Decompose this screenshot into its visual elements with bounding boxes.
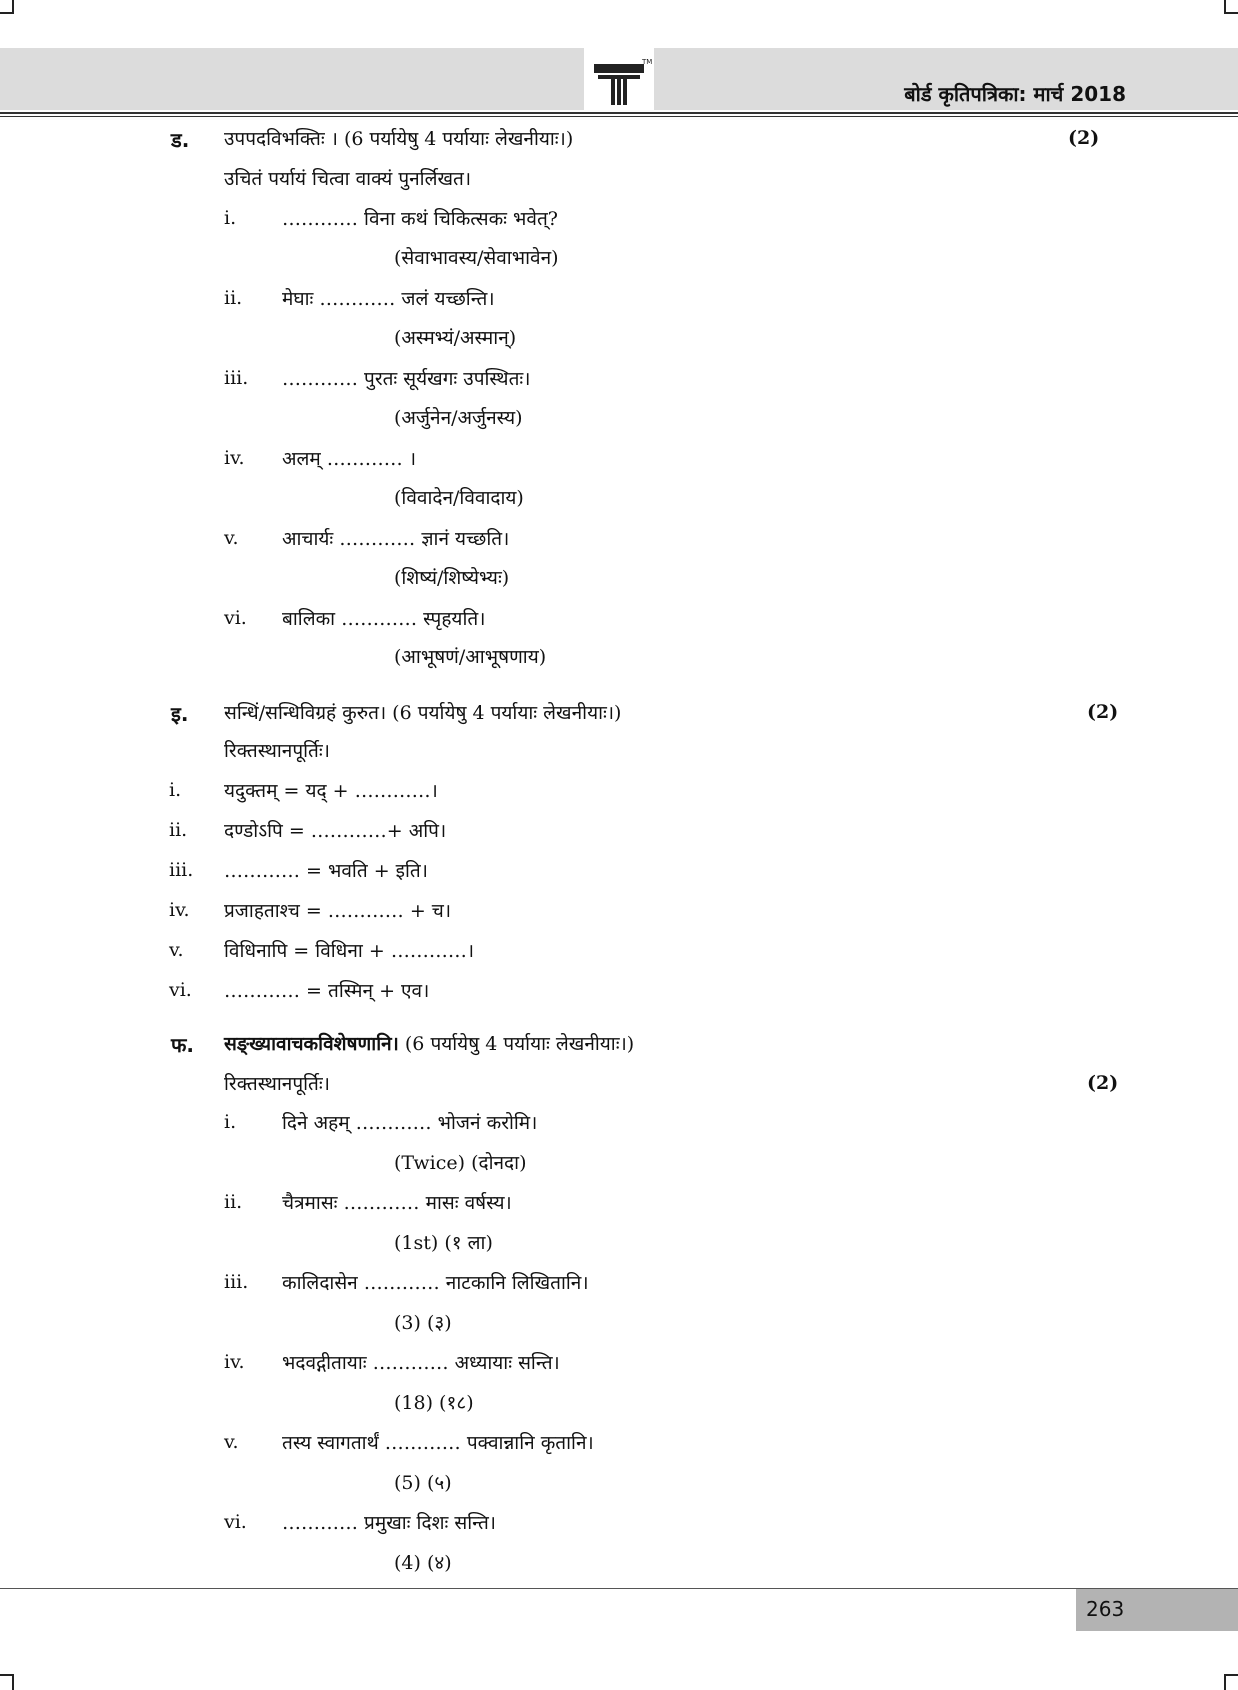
item-number: vi.	[169, 979, 192, 1001]
answer-options: (1st) (१ ला)	[394, 1232, 493, 1254]
question-text: बालिका ………… स्पृहयति।	[282, 608, 486, 630]
crop-mark-top-right	[1224, 0, 1238, 14]
answer-options: (5) (५)	[394, 1472, 452, 1494]
answer-options: (विवादेन/विवादाय)	[394, 487, 524, 509]
section-i-label: इ.	[171, 702, 189, 726]
question-text: भदवद्गीतायाः ………… अध्यायाः सन्ति।	[282, 1352, 560, 1374]
answer-options: (18) (१८)	[394, 1392, 474, 1414]
section-i-heading: सन्धिं/सन्धिविग्रहं कुरुत। (6 पर्यायेषु 4 पर्यायाः लेखनीयाः।)	[224, 702, 622, 724]
section-f-heading-bold: सङ्ख्यावाचकविशेषणानि।	[224, 1033, 399, 1055]
item-number: iv.	[224, 447, 245, 469]
sandhi-text: यदुक्तम् = यद् + …………।	[224, 780, 438, 802]
logo-trademark: TM	[642, 58, 653, 66]
section-f-instruction: रिक्तस्थानपूर्तिः।	[224, 1073, 330, 1095]
item-number: vi.	[224, 607, 247, 629]
section-d-marks: (2)	[1068, 127, 1100, 149]
page-number-box	[1076, 1589, 1238, 1631]
item-number: v.	[224, 527, 239, 549]
question-text: चैत्रमासः ………… मासः वर्षस्य।	[282, 1192, 512, 1214]
sandhi-text: विधिनापि = विधिना + …………।	[224, 940, 475, 962]
crop-mark-top-left	[0, 0, 14, 14]
sandhi-text: ………… = तस्मिन् + एव।	[224, 980, 430, 1002]
section-f-label: फ.	[171, 1033, 195, 1057]
question-text: ………… प्रमुखाः दिशः सन्ति।	[282, 1512, 497, 1534]
section-f-heading	[224, 1031, 634, 1057]
answer-options: (4) (४)	[394, 1552, 452, 1574]
sandhi-text: दण्डोऽपि = …………+ अपि।	[224, 820, 447, 842]
page-number: 263	[1086, 1597, 1125, 1621]
question-text: दिने अहम् ………… भोजनं करोमि।	[282, 1112, 538, 1134]
item-number: ii.	[169, 819, 188, 841]
item-number: iii.	[224, 367, 249, 389]
question-text: मेघाः ………… जलं यच्छन्ति।	[282, 288, 495, 310]
section-d-heading: उपपदविभक्तिः । (6 पर्यायेषु 4 पर्यायाः लेखनीयाः।)	[224, 128, 574, 150]
section-d-label: ड.	[171, 128, 190, 152]
sandhi-text: ………… = भवति + इति।	[224, 860, 428, 882]
answer-options: (अस्मभ्यं/अस्मान्)	[394, 327, 517, 349]
section-f-marks: (2)	[1087, 1072, 1119, 1094]
section-i-instruction: रिक्तस्थानपूर्तिः।	[224, 740, 330, 762]
header-rule-thin	[0, 116, 1238, 117]
header-logo	[584, 48, 654, 110]
item-number: iii.	[224, 1271, 249, 1293]
question-text: ………… विना कथं चिकित्सकः भवेत्?	[282, 208, 558, 230]
item-number: ii.	[224, 1191, 243, 1213]
item-number: vi.	[224, 1511, 247, 1533]
header-title: बोर्ड कृतिपत्रिका: मार्च 2018	[904, 82, 1126, 106]
answer-options: (सेवाभावस्य/सेवाभावेन)	[394, 247, 559, 269]
footer-rule	[0, 1588, 1238, 1589]
item-number: v.	[224, 1431, 239, 1453]
section-f-heading-rest: (6 पर्यायेषु 4 पर्यायाः लेखनीयाः।)	[398, 1033, 635, 1055]
answer-options: (3) (३)	[394, 1312, 452, 1334]
item-number: iv.	[224, 1351, 245, 1373]
sandhi-text: प्रजाहताश्च = ………… + च।	[224, 900, 452, 922]
item-number: i.	[169, 779, 182, 801]
answer-options: (अर्जुनेन/अर्जुनस्य)	[394, 407, 523, 429]
item-number: i.	[224, 1111, 237, 1133]
item-number: i.	[224, 207, 237, 229]
item-number: iii.	[169, 859, 194, 881]
header-rule	[0, 112, 1238, 114]
question-text: ………… पुरतः सूर्यखगः उपस्थितः।	[282, 368, 531, 390]
item-number: ii.	[224, 287, 243, 309]
answer-options: (आभूषणं/आभूषणाय)	[394, 646, 547, 668]
answer-options: (Twice) (दोनदा)	[394, 1152, 527, 1174]
item-number: v.	[169, 939, 184, 961]
section-i-marks: (2)	[1087, 701, 1119, 723]
item-number: iv.	[169, 899, 190, 921]
publisher-logo-icon	[584, 48, 654, 110]
section-d-instruction: उचितं पर्यायं चित्वा वाक्यं पुनर्लिखत।	[224, 168, 472, 190]
question-text: तस्य स्वागतार्थं ………… पक्वान्नानि कृतानि।	[282, 1432, 594, 1454]
answer-options: (शिष्यं/शिष्येभ्यः)	[394, 567, 510, 589]
question-text: कालिदासेन ………… नाटकानि लिखितानि।	[282, 1272, 589, 1294]
question-text: आचार्यः ………… ज्ञानं यच्छति।	[282, 528, 510, 550]
question-text: अलम् ………… ।	[282, 448, 417, 470]
